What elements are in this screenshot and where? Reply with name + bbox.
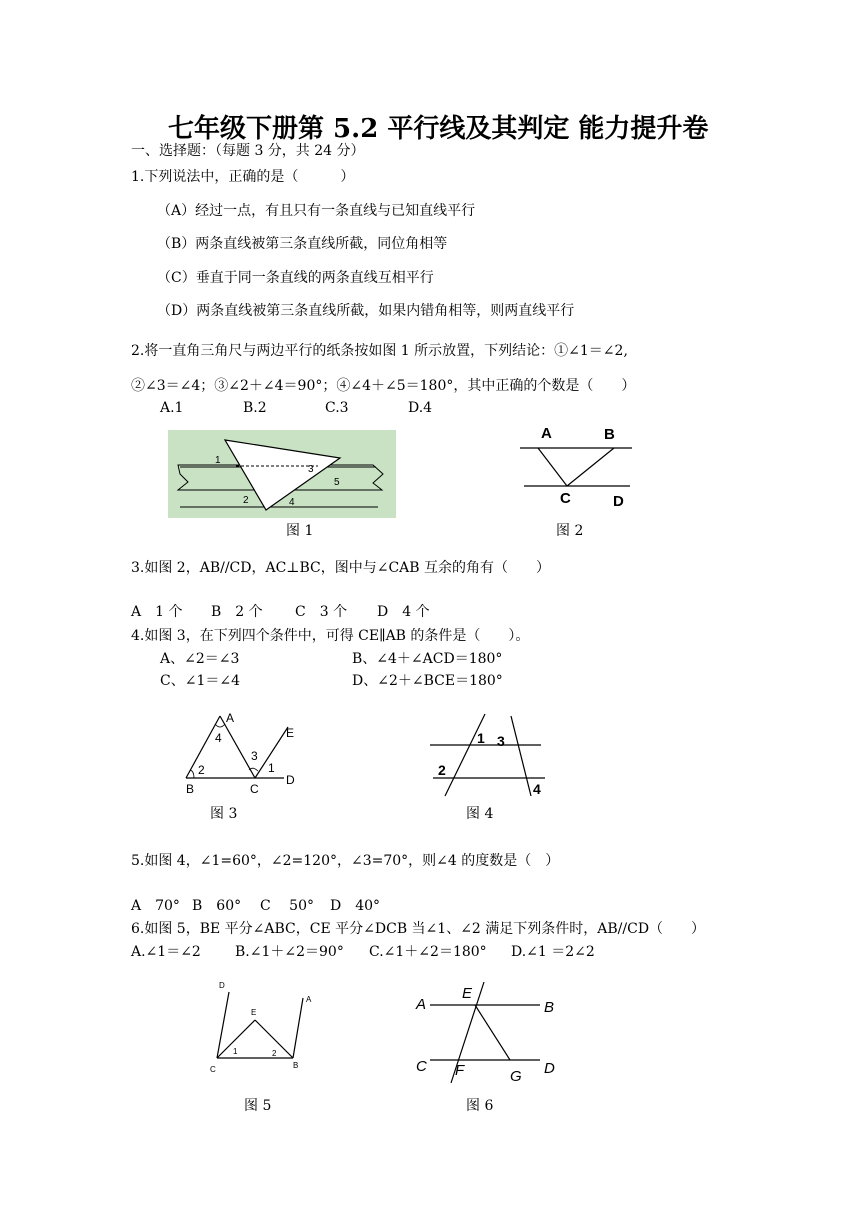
fig6-label-c: C [416, 1058, 427, 1075]
left-transversal [445, 714, 485, 796]
figure-1-diagram [168, 430, 396, 518]
question-6-stem: 6.如图 5，BE 平分∠ABC，CE 平分∠DCB 当∠1、∠2 满足下列条件时，AB//CD（ ） [131, 921, 706, 937]
question-4-option-b: B、∠4＋∠ACD＝180° [352, 651, 503, 667]
fig5-label-d: D [219, 981, 225, 990]
fig3-label-d: D [286, 773, 295, 787]
figure-4-diagram [425, 708, 555, 800]
question-3-option-a: A 1 个 [131, 604, 183, 620]
fig3-label-3: 3 [251, 749, 258, 763]
question-2-option-b: B.2 [243, 400, 267, 416]
segment-ac [538, 448, 567, 486]
segment-bc [567, 448, 614, 486]
figure-5-diagram [205, 978, 325, 1078]
question-3-option-c: C 3 个 [295, 604, 348, 620]
question-3-option-b: B 2 个 [211, 604, 263, 620]
question-1-option-d: （D）两条直线被第三条直线所截，如果内错角相等，则两直线平行 [157, 303, 575, 319]
fig3-label-c: C [250, 782, 259, 796]
fig4-label-3: 3 [497, 733, 505, 749]
section-heading: 一、选择题：（每题 3 分，共 24 分） [131, 143, 365, 159]
figure-2-diagram [510, 420, 640, 512]
right-transversal [511, 716, 531, 796]
fig6-label-a: A [416, 996, 427, 1013]
question-4-option-c: C、∠1＝∠4 [160, 673, 240, 689]
question-3-option-d: D 4 个 [377, 604, 430, 620]
question-2-option-c: C.3 [325, 400, 349, 416]
page-title: 七年级下册第 5.2 平行线及其判定 能力提升卷 [168, 114, 709, 144]
question-2-option-d: D.4 [408, 400, 433, 416]
fig5-label-c: C [210, 1065, 216, 1074]
ray-ba [293, 998, 303, 1058]
segment-ac [220, 716, 255, 778]
figure-4-caption: 图 4 [466, 806, 494, 822]
fig1-label-1: 1 [215, 455, 221, 466]
figure-6-diagram [410, 978, 570, 1086]
fig2-label-c: C [560, 490, 571, 507]
figure-2-caption: 图 2 [556, 523, 584, 539]
segment-eg [475, 1005, 510, 1060]
fig3-label-e: E [286, 726, 295, 740]
fig6-label-b: B [544, 999, 555, 1016]
fig4-label-4: 4 [533, 781, 541, 797]
fig1-label-3: 3 [308, 464, 314, 475]
question-3-stem: 3.如图 2，AB//CD，AC⊥BC，图中与∠CAB 互余的角有（ ） [131, 560, 551, 576]
question-1-option-b: （B）两条直线被第三条直线所截，同位角相等 [157, 236, 448, 252]
fig1-label-2: 2 [243, 495, 249, 506]
fig2-label-a: A [541, 425, 552, 442]
fig3-label-2: 2 [198, 763, 205, 777]
figure-5-caption: 图 5 [244, 1098, 272, 1114]
fig4-label-2: 2 [438, 762, 446, 778]
figure-3-caption: 图 3 [210, 806, 238, 822]
question-4-stem: 4.如图 3，在下列四个条件中，可得 CE∥AB 的条件是（ ）。 [131, 628, 530, 644]
fig2-label-b: B [604, 426, 615, 443]
figure-1-caption: 图 1 [286, 523, 314, 539]
question-4-option-d: D、∠2＋∠BCE＝180° [352, 673, 503, 689]
question-2-option-a: A.1 [160, 400, 184, 416]
fig5-label-1: 1 [233, 1047, 238, 1056]
question-4-option-a: A、∠2＝∠3 [160, 651, 240, 667]
fig5-label-e: E [251, 1008, 257, 1017]
figure-6-caption: 图 6 [466, 1098, 494, 1114]
fig5-label-b: B [293, 1061, 299, 1070]
fig3-label-b: B [186, 782, 195, 796]
fig6-label-d: D [544, 1060, 555, 1077]
question-1-option-a: （A）经过一点，有且只有一条直线与已知直线平行 [157, 203, 476, 219]
question-1-stem: 1.下列说法中，正确的是（ ） [131, 169, 355, 185]
question-2-stem-line2: ②∠3＝∠4；③∠2＋∠4＝90°；④∠4＋∠5＝180°，其中正确的个数是（ ） [131, 378, 636, 394]
question-5-stem: 5.如图 4，∠1=60°，∠2=120°，∠3=70°，则∠4 的度数是（ ） [131, 853, 560, 869]
question-1-option-c: （C）垂直于同一条直线的两条直线互相平行 [157, 270, 434, 286]
fig3-label-1: 1 [268, 761, 275, 775]
figure-3-diagram [180, 708, 305, 800]
question-5-option-a: A 70° [131, 898, 180, 914]
question-6-option-a: A.∠1＝∠2 [131, 944, 201, 960]
fig1-label-4: 4 [289, 497, 295, 508]
fig6-label-e: E [462, 985, 473, 1002]
question-6-option-d: D.∠1 ＝2∠2 [511, 944, 595, 960]
question-6-option-b: B.∠1＋∠2＝90° [235, 944, 344, 960]
fig5-label-2: 2 [272, 1049, 277, 1058]
question-5-option-b: B 60° [192, 898, 242, 914]
fig6-label-g: G [510, 1068, 522, 1085]
fig3-label-a: A [226, 711, 235, 725]
fig1-label-5: 5 [334, 477, 340, 488]
fig5-label-a: A [306, 995, 312, 1004]
question-2-stem-line1: 2.将一直角三角尺与两边平行的纸条按如图 1 所示放置，下列结论：①∠1＝∠2, [131, 343, 628, 359]
fig2-label-d: D [613, 493, 624, 510]
fig3-label-4: 4 [215, 731, 222, 745]
fig6-label-f: F [455, 1062, 465, 1079]
question-6-option-c: C.∠1＋∠2＝180° [369, 944, 487, 960]
question-5-option-d: D 40° [330, 898, 381, 914]
fig4-label-1: 1 [477, 730, 485, 746]
question-5-option-c: C 50° [260, 898, 314, 914]
